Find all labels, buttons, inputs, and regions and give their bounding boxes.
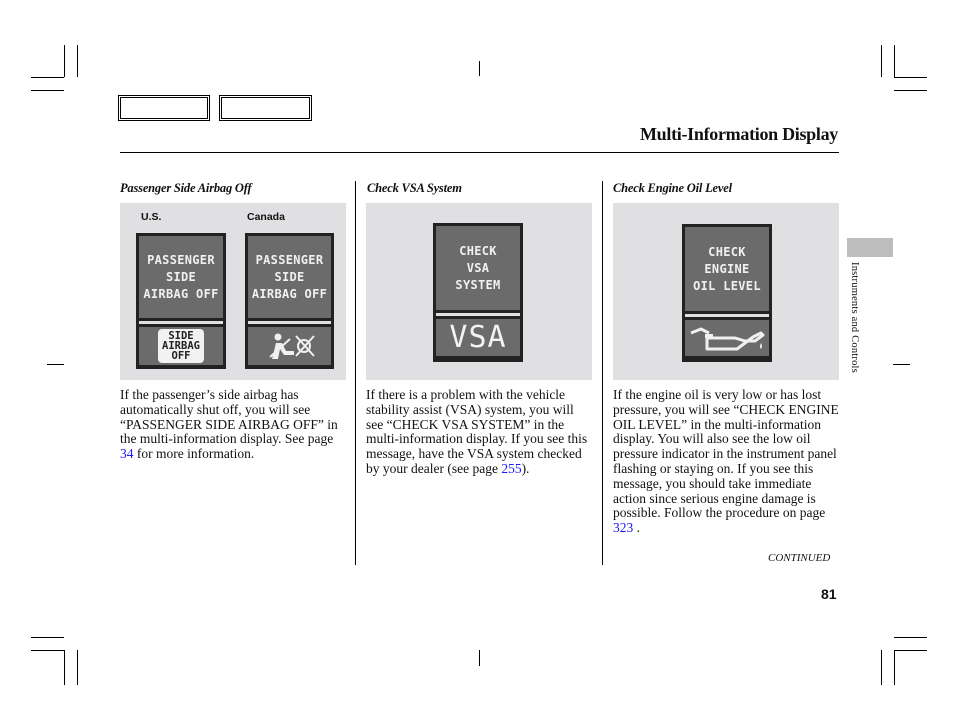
crop-mark xyxy=(479,650,480,666)
column-divider xyxy=(355,181,356,565)
crop-mark xyxy=(894,90,927,91)
page-link-34[interactable]: 34 xyxy=(120,446,134,462)
section-heading-vsa: Check VSA System xyxy=(367,181,462,195)
crop-mark xyxy=(893,364,910,365)
crop-mark xyxy=(31,637,64,638)
crop-mark xyxy=(31,77,64,78)
side-airbag-off-indicator: SIDE AIRBAG OFF xyxy=(158,329,204,363)
display-separator xyxy=(436,313,520,316)
section-body-vsa: If there is a problem with the vehicle stability assist (VSA) system, you will see “CHECK VSA SYSTEM” in the multi-information display. If you see this message, have the VSA system checked by your dealer (see page 255). xyxy=(366,387,588,476)
crop-mark xyxy=(479,61,480,76)
us-label: U.S. xyxy=(141,211,162,223)
crop-mark xyxy=(894,650,895,685)
crop-mark xyxy=(31,650,64,651)
page-link-323[interactable]: 323 xyxy=(613,520,634,536)
section-body-airbag: If the passenger’s side airbag has automatically shut off, you will see “PASSENGER SIDE AIRBAG OFF” in the multi-information display. See page 34 for more information. xyxy=(120,387,338,462)
continued-label: CONTINUED xyxy=(768,552,831,564)
crop-mark xyxy=(64,650,65,685)
vsa-display xyxy=(433,223,523,362)
oil-pressure-icon xyxy=(687,323,767,353)
crop-mark xyxy=(31,90,64,91)
oil-illustration xyxy=(613,203,839,380)
crop-mark xyxy=(77,650,78,685)
display-message: CHECK ENGINE OIL LEVEL xyxy=(685,227,769,311)
column-divider xyxy=(602,181,603,565)
display-message: PASSENGER SIDE AIRBAG OFF xyxy=(139,236,223,318)
page-title: Multi-Information Display xyxy=(639,124,838,144)
display-message: PASSENGER SIDE AIRBAG OFF xyxy=(248,236,331,318)
crop-mark xyxy=(894,77,927,78)
crop-mark xyxy=(47,364,64,365)
nav-box-right[interactable] xyxy=(219,95,312,121)
oil-display xyxy=(682,224,772,362)
chapter-tab xyxy=(847,238,893,257)
title-divider xyxy=(120,152,839,153)
crop-mark xyxy=(894,637,927,638)
vsa-indicator: VSA xyxy=(449,320,507,355)
display-message: CHECK VSA SYSTEM xyxy=(436,226,520,310)
page-number: 81 xyxy=(821,586,837,602)
chapter-label: Instruments and Controls xyxy=(849,262,860,373)
crop-mark xyxy=(64,45,65,77)
crop-mark xyxy=(881,650,882,685)
crop-mark xyxy=(894,650,927,651)
vsa-illustration xyxy=(366,203,592,380)
crop-mark xyxy=(881,45,882,77)
canada-label: Canada xyxy=(247,211,285,223)
canada-display xyxy=(245,233,334,369)
passenger-airbag-off-icon xyxy=(260,331,320,361)
display-separator xyxy=(139,321,223,324)
nav-box-left[interactable] xyxy=(118,95,210,121)
us-display xyxy=(136,233,226,369)
display-separator xyxy=(685,314,769,317)
crop-mark xyxy=(77,45,78,77)
airbag-illustration xyxy=(120,203,346,380)
crop-mark xyxy=(894,45,895,77)
section-body-oil: If the engine oil is very low or has lost pressure, you will see “CHECK ENGINE OIL LEVEL” in the multi-information display. You will also see the low oil pressure indicator in the instrument panel flashing or staying on. If you see this message, you should take immediate action since serious engine damage is possible. Follow the procedure on page 323 . xyxy=(613,387,839,536)
section-heading-airbag: Passenger Side Airbag Off xyxy=(120,181,252,195)
page-link-255[interactable]: 255 xyxy=(501,460,522,476)
display-separator xyxy=(248,321,331,324)
section-heading-oil: Check Engine Oil Level xyxy=(613,181,732,195)
